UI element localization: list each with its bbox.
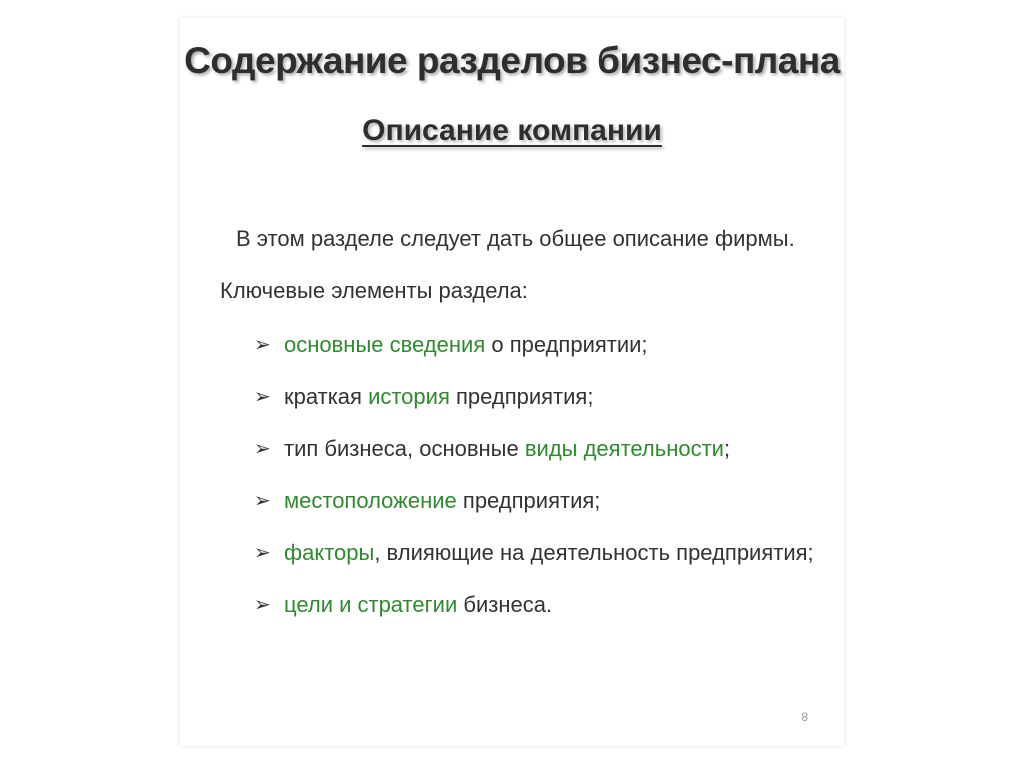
intro-text: В этом разделе следует дать общее описание фирмы. xyxy=(236,226,795,251)
list-item-text xyxy=(284,592,552,618)
list-item xyxy=(254,592,814,644)
prefix-text: краткая xyxy=(284,384,369,409)
arrow-bullet-icon: ➢ xyxy=(254,594,271,616)
list-item-text xyxy=(284,488,600,514)
arrow-bullet-icon: ➢ xyxy=(254,542,271,564)
list-item-text xyxy=(284,436,730,462)
arrow-bullet-icon: ➢ xyxy=(254,490,271,512)
highlight-text: виды деятельности xyxy=(524,436,724,461)
highlight-text: история xyxy=(368,384,450,409)
prefix-text: тип бизнеса, основные xyxy=(284,436,525,461)
arrow-bullet-icon: ➢ xyxy=(254,334,271,356)
list-item xyxy=(254,488,814,540)
key-elements-heading: Ключевые элементы раздела: xyxy=(220,278,528,303)
arrow-bullet-icon: ➢ xyxy=(254,438,271,460)
rest-text: ; xyxy=(723,436,731,461)
highlight-text: местоположение xyxy=(284,488,457,513)
list-item xyxy=(254,384,814,436)
slide xyxy=(180,18,844,746)
rest-text: предприятия; xyxy=(449,384,594,409)
subtitle-text: Описание компании xyxy=(362,114,662,147)
list-item xyxy=(254,436,814,488)
page-number: 8 xyxy=(801,710,808,724)
highlight-text: основные сведения xyxy=(284,332,486,357)
list-item xyxy=(254,540,814,592)
list-item-text xyxy=(284,332,648,358)
rest-text: о предприятии; xyxy=(485,332,648,357)
list-item-text xyxy=(284,384,593,410)
elements-list xyxy=(254,332,814,644)
rest-text: бизнеса. xyxy=(457,592,553,617)
highlight-text: факторы xyxy=(284,540,375,565)
arrow-bullet-icon: ➢ xyxy=(254,386,271,408)
slide-subtitle xyxy=(180,114,844,148)
rest-text: , влияющие на деятельность предприятия; xyxy=(374,540,814,565)
slide-title: Содержание разделов бизнес-плана xyxy=(184,40,840,81)
list-item-text xyxy=(284,540,814,566)
rest-text: предприятия; xyxy=(456,488,601,513)
highlight-text: цели и стратегии xyxy=(284,592,458,617)
list-item xyxy=(254,332,814,384)
